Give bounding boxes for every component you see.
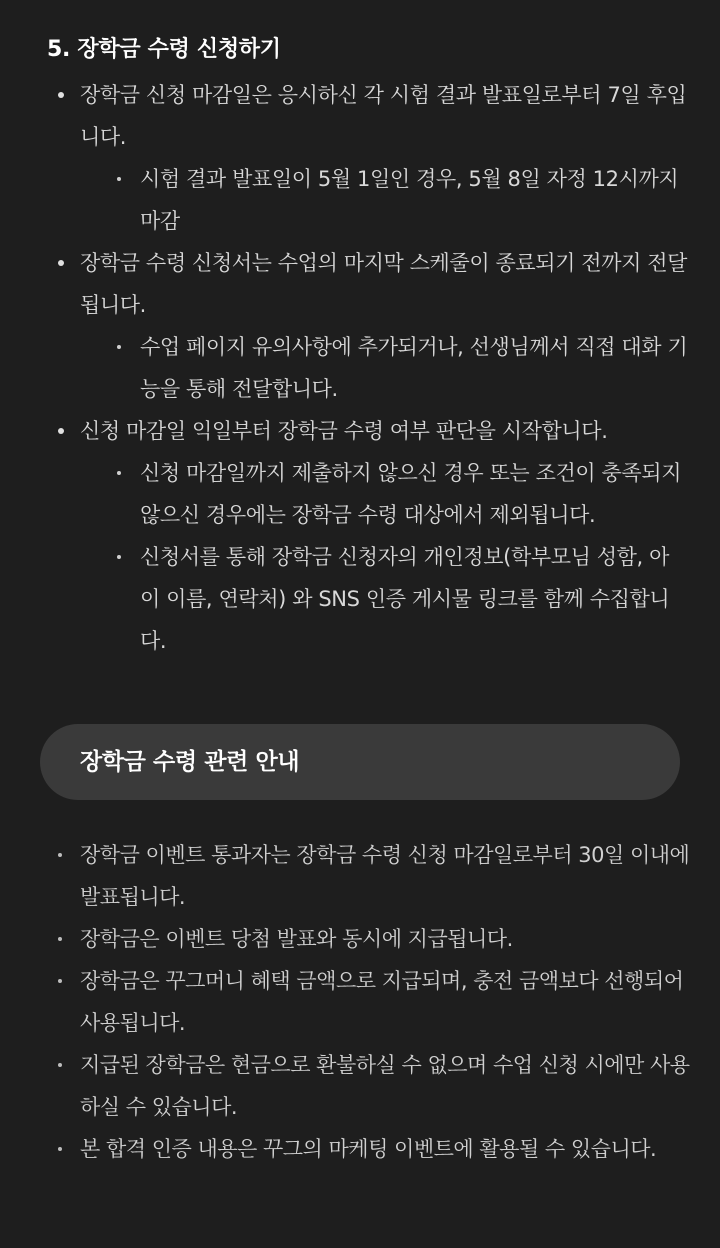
- bullet-icon: [58, 260, 64, 266]
- notice-header-box: [40, 724, 680, 800]
- notice-item-text: 장학금은 꾸그머니 혜택 금액으로 지급되며, 충전 금액보다 선행되어 사용됩니다.: [80, 969, 684, 1035]
- bullet-icon: [58, 937, 62, 941]
- bullet-icon: [117, 177, 121, 181]
- sub-list-item: [102, 452, 688, 536]
- sub-list: [80, 158, 688, 242]
- list-item-text: 신청 마감일 익일부터 장학금 수령 여부 판단을 시작합니다.: [80, 419, 608, 443]
- notice-list-item: [58, 960, 698, 1044]
- bullet-icon: [58, 853, 62, 857]
- sub-list: [80, 452, 688, 662]
- sub-list-item-text: 시험 결과 발표일이 5월 1일인 경우, 5월 8일 자정 12시까지 마감: [140, 167, 679, 233]
- section-heading: 5. 장학금 수령 신청하기: [47, 37, 281, 62]
- bullet-icon: [58, 1063, 62, 1067]
- list-item: [58, 242, 688, 410]
- bullet-icon: [117, 471, 121, 475]
- list-item-text: 장학금 수령 신청서는 수업의 마지막 스케줄이 종료되기 전까지 전달됩니다.: [80, 251, 688, 317]
- scholarship-application-list: [58, 74, 688, 662]
- notice-list-item: [58, 1044, 698, 1128]
- notice-list-item: [58, 1128, 698, 1170]
- notice-item-text: 지급된 장학금은 현금으로 환불하실 수 없으며 수업 신청 시에만 사용하실 수 있습니다.: [80, 1053, 690, 1119]
- list-item-text: 장학금 신청 마감일은 응시하신 각 시험 결과 발표일로부터 7일 후입니다.: [80, 83, 687, 149]
- bullet-icon: [117, 345, 121, 349]
- bullet-icon: [117, 555, 121, 559]
- list-item: [58, 410, 688, 662]
- notice-item-text: 장학금은 이벤트 당첨 발표와 동시에 지급됩니다.: [80, 927, 513, 951]
- sub-list-item: [102, 536, 688, 662]
- sub-list-item-text: 수업 페이지 유의사항에 추가되거나, 선생님께서 직접 대화 기능을 통해 전달합니다.: [140, 335, 688, 401]
- notice-title: 장학금 수령 관련 안내: [80, 749, 300, 775]
- sub-list-item: [102, 326, 688, 410]
- notice-item-text: 본 합격 인증 내용은 꾸그의 마케팅 이벤트에 활용될 수 있습니다.: [80, 1137, 657, 1161]
- sub-list-item-text: 신청 마감일까지 제출하지 않으신 경우 또는 조건이 충족되지 않으신 경우에는 장학금 수령 대상에서 제외됩니다.: [140, 461, 682, 527]
- sub-list-item: [102, 158, 688, 242]
- bullet-icon: [58, 979, 62, 983]
- bullet-icon: [58, 428, 64, 434]
- bullet-icon: [58, 92, 64, 98]
- sub-list: [80, 326, 688, 410]
- bullet-icon: [58, 1147, 62, 1151]
- notice-item-text: 장학금 이벤트 통과자는 장학금 수령 신청 마감일로부터 30일 이내에 발표됩니다.: [80, 843, 690, 909]
- notice-list-item: [58, 918, 698, 960]
- sub-list-item-text: 신청서를 통해 장학금 신청자의 개인정보(학부모님 성함, 아이 이름, 연락처) 와 SNS 인증 게시물 링크를 함께 수집합니다.: [140, 545, 670, 653]
- notice-list-item: [58, 834, 698, 918]
- list-item: [58, 74, 688, 242]
- notice-list: [58, 834, 698, 1170]
